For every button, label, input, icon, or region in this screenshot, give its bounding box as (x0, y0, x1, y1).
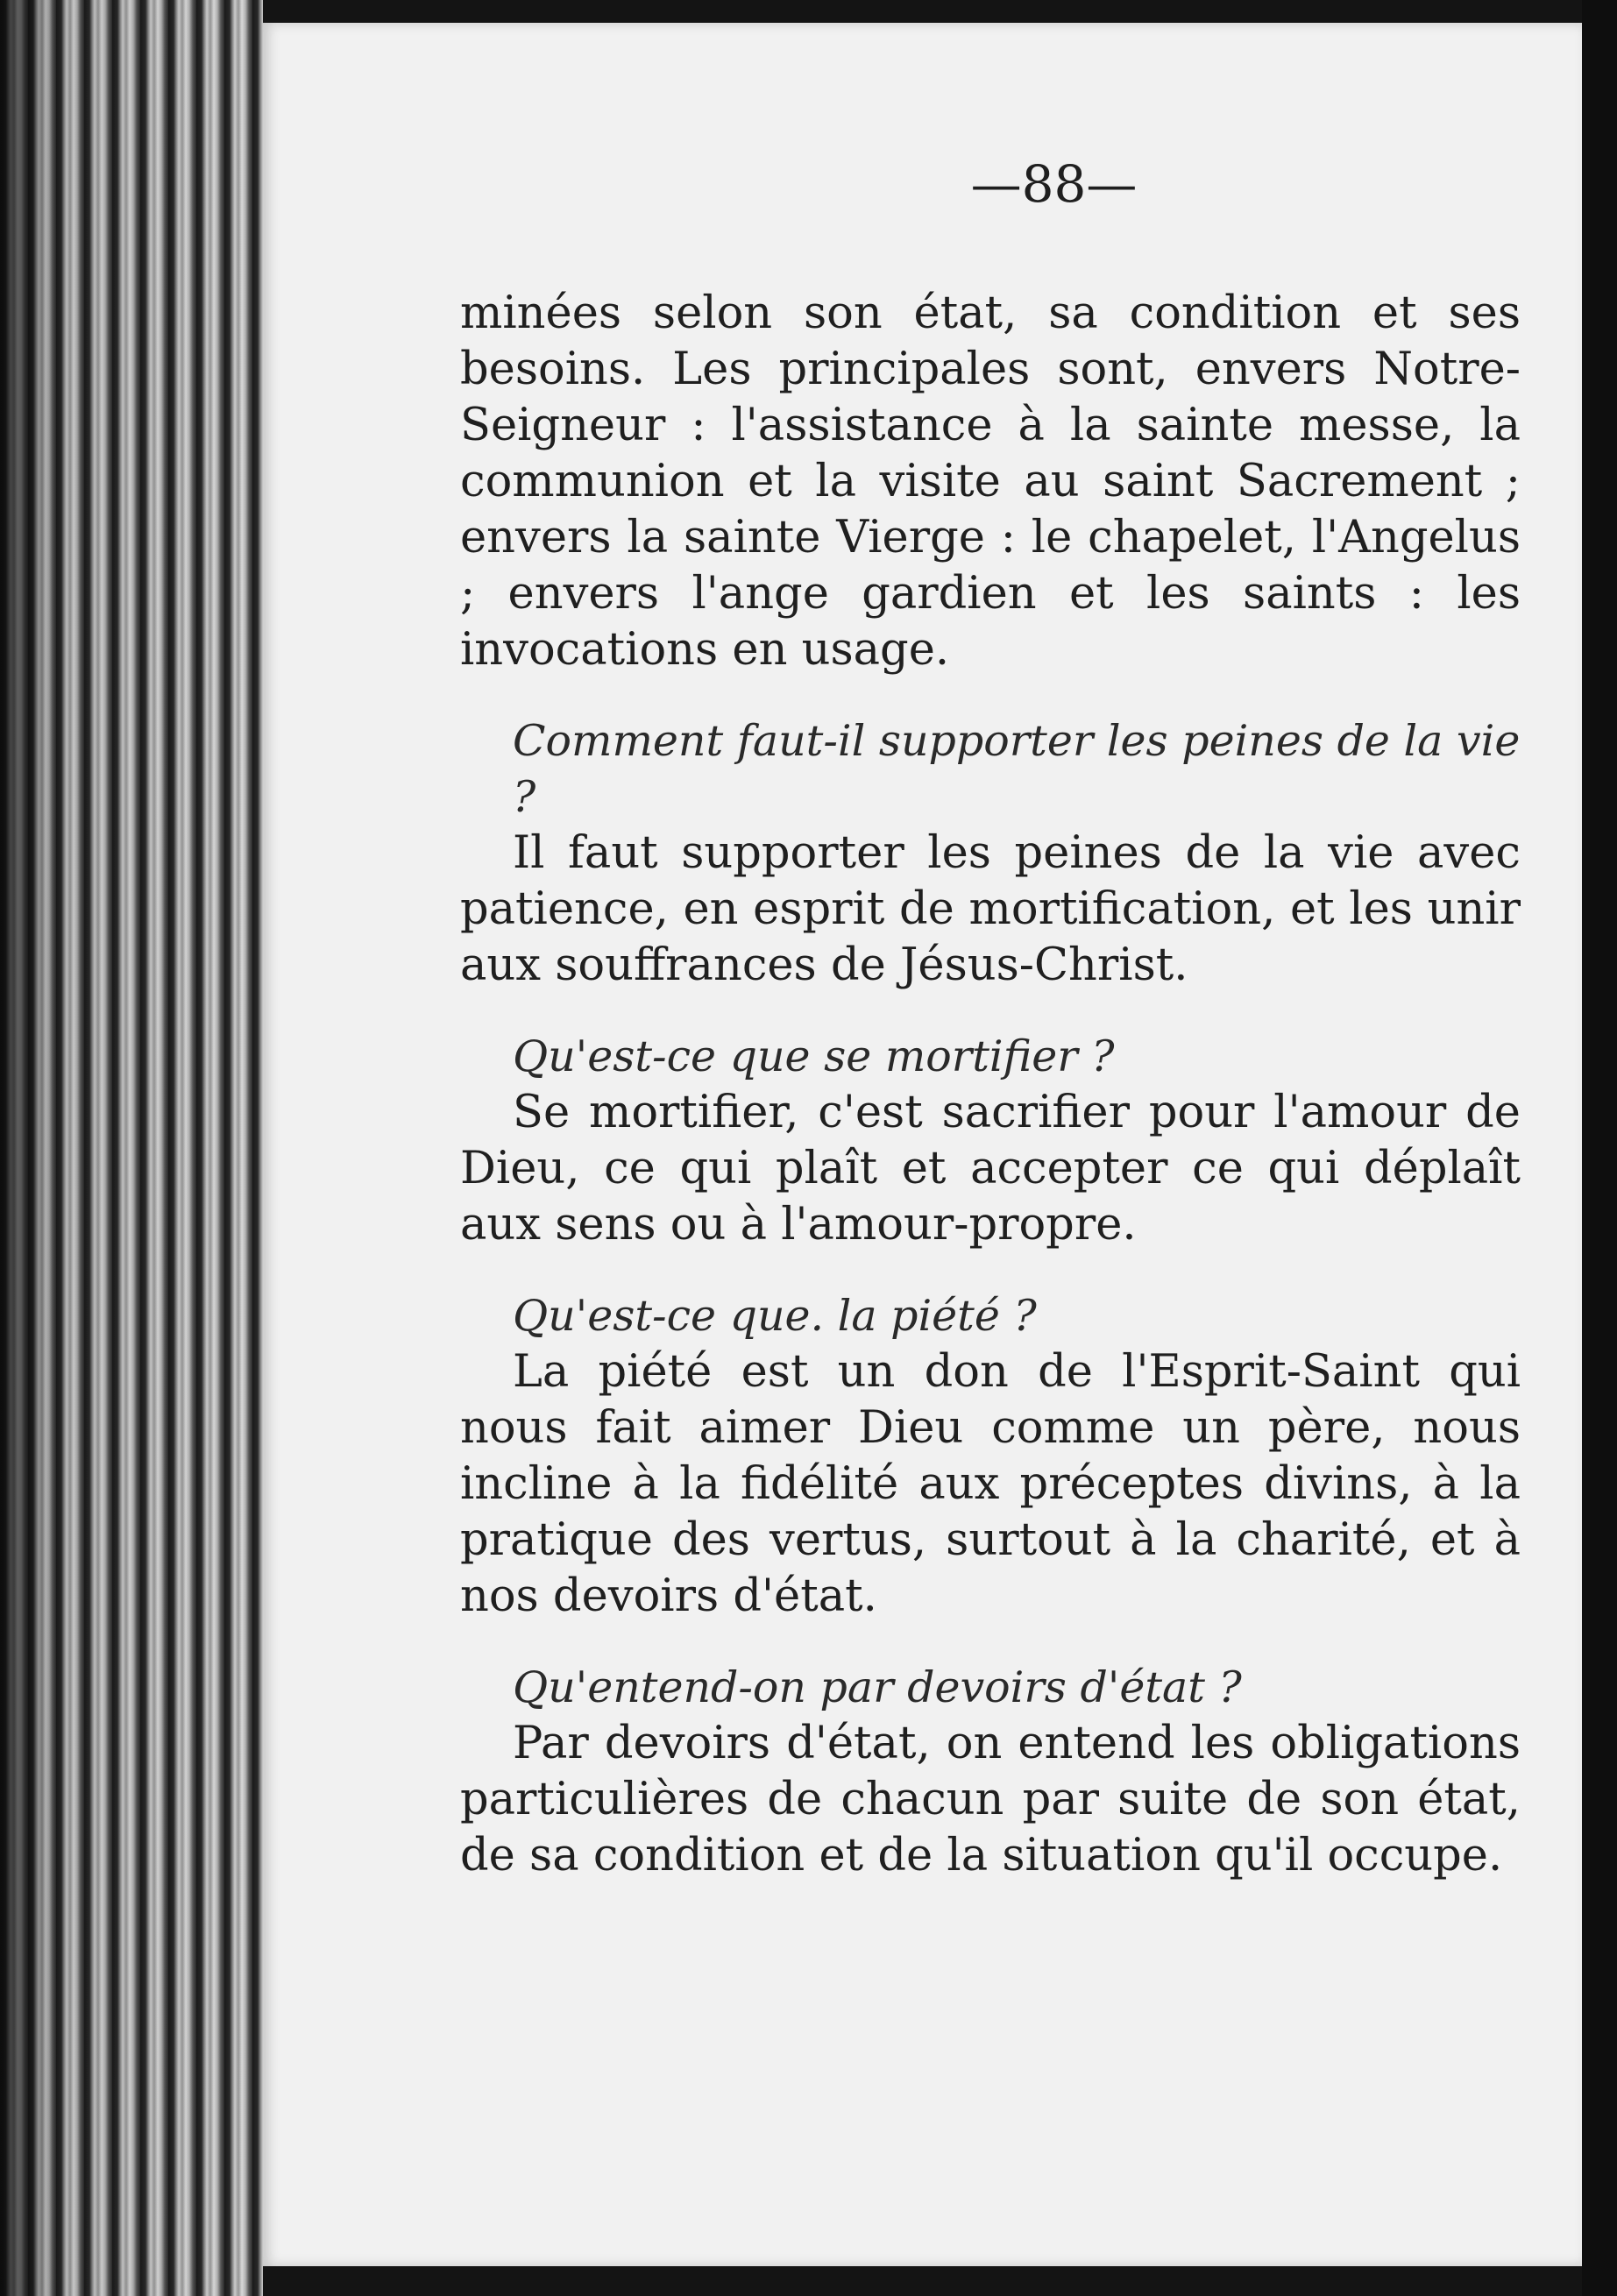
scan-border-right (1582, 0, 1617, 2296)
page-number: —88— (970, 154, 1138, 214)
answer-1: Il faut supporter les peines de la vie avec patience, en esprit de mortification, et les unir aux souffrances de Jésus-Christ. (460, 827, 1521, 991)
book-page (263, 23, 1582, 2266)
page-text (460, 286, 1521, 1884)
question-3: Qu'est-ce que. la piété ? (513, 1291, 1037, 1341)
answer-4: Par devoirs d'état, on entend les obligations particulières de chacun par suite de son état, de sa condition et de la situation qu'il occupe. (460, 1718, 1521, 1881)
answer-2: Se mortifier, c'est sacrifier pour l'amour de Dieu, ce qui plaît et accepter ce qui déplaît aux sens ou à l'amour-propre. (460, 1087, 1521, 1251)
book-spine-edge (0, 0, 263, 2296)
question-1: Comment faut-il supporter les peines de la vie ? (513, 716, 1521, 822)
question-4: Qu'entend-on par devoirs d'état ? (513, 1662, 1242, 1712)
opening-paragraph: minées selon son état, sa condition et ses besoins. Les principales sont, envers Notre-Seigneur : l'assistance à la sainte messe, la communion et la visite au saint Sacrement ; envers la sainte Vierge : le chapelet, l'Angelus ; envers l'ange gardien et les saints : les invocations en usage. (460, 287, 1521, 676)
question-2: Qu'est-ce que se mortifier ? (513, 1031, 1115, 1081)
answer-3: La piété est un don de l'Esprit-Saint qui nous fait aimer Dieu comme un père, nous incline à la fidélité aux préceptes divins, à la pratique des vertus, surtout à la charité, et à nos devoirs d'état. (460, 1346, 1521, 1622)
